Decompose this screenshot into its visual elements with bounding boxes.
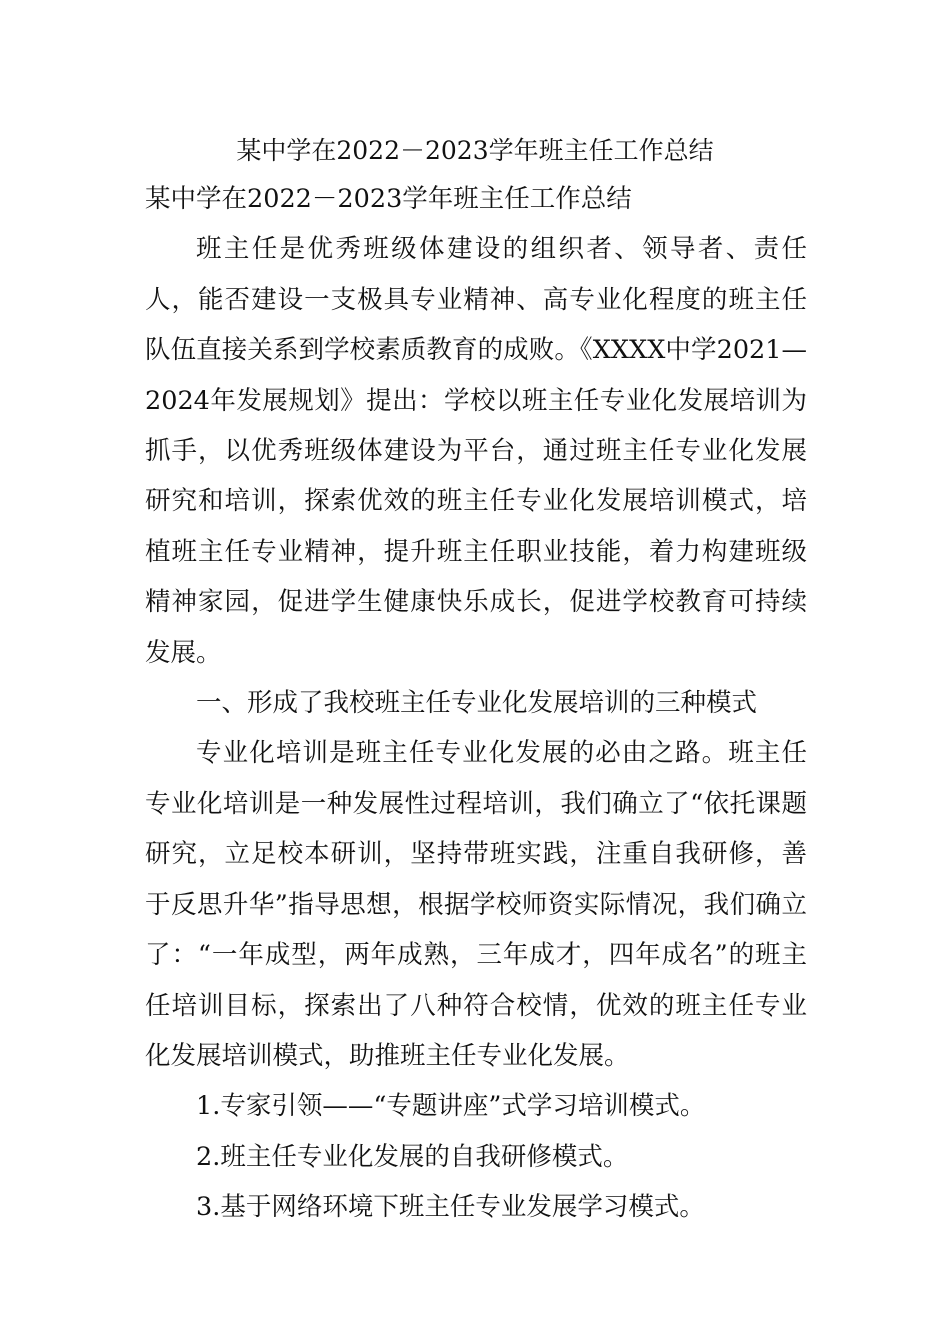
intro-paragraph: 班主任是优秀班级体建设的组织者、领导者、责任人，能否建设一支极具专业精神、高专业化程度的班主任队伍直接关系到学校素质教育的成败。《XXXX中学2021—2024年发展规划》提出：学校以班主任专业化发展培训为抓手，以优秀班级体建设为平台，通过班主任专业化发展研究和培训，探索优效的班主任专业化发展培训模式，培植班主任专业精神，提升班主任职业技能，着力构建班级精神家园，促进学生健康快乐成长，促进学校教育可持续发展。	[145, 234, 807, 668]
document-title: 某中学在2022－2023学年班主任工作总结	[236, 136, 714, 165]
list-item: 3.基于网络环境下班主任专业发展学习模式。	[196, 1192, 705, 1223]
list-item: 1.专家引领——“专题讲座”式学习培训模式。	[196, 1091, 706, 1122]
document-subtitle: 某中学在2022－2023学年班主任工作总结	[145, 184, 632, 214]
body-paragraph: 专业化培训是班主任专业化发展的必由之路。班主任专业化培训是一种发展性过程培训，我们确立了“依托课题研究，立足校本研训，坚持带班实践，注重自我研修，善于反思升华”指导思想，根据学校师资实际情况，我们确立了：“一年成型，两年成熟，三年成才，四年成名”的班主任培训目标，探索出了八种符合校情，优效的班主任专业化发展培训模式，助推班主任专业化发展。	[145, 738, 807, 1071]
document-body	[145, 174, 807, 1233]
list-item: 2.班主任专业化发展的自我研修模式。	[196, 1141, 629, 1172]
section-heading: 一、形成了我校班主任专业化发展培训的三种模式	[196, 688, 758, 719]
